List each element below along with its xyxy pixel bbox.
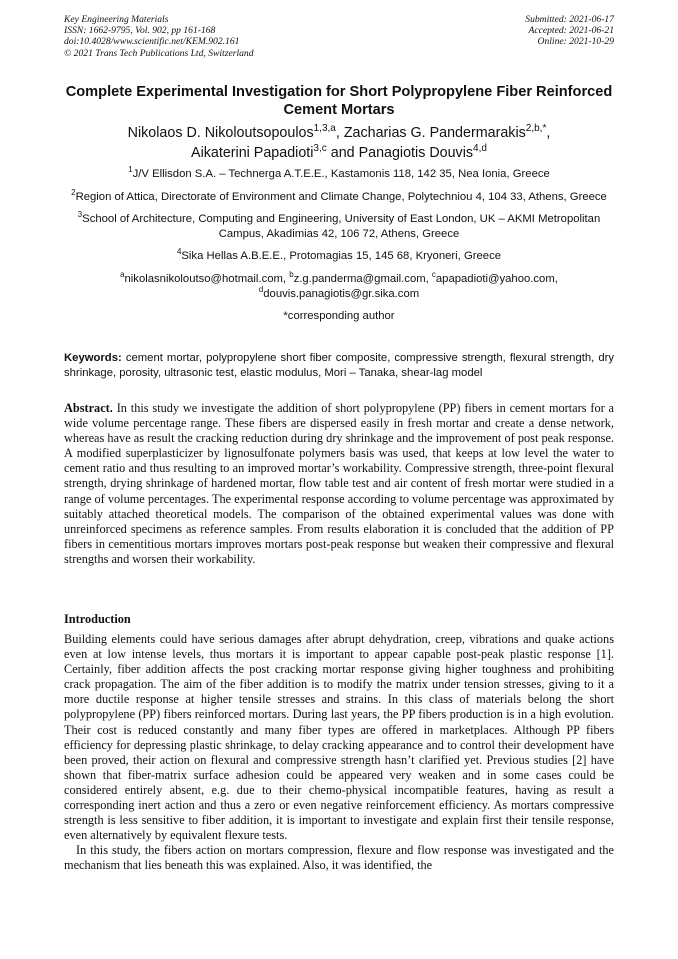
journal-header xyxy=(64,14,254,59)
author-name: Zacharias G. Pandermarakis xyxy=(343,125,526,141)
journal-issn: ISSN: 1662-9795, Vol. 902, pp 161-168 xyxy=(64,25,216,37)
email-link[interactable]: nikolasnikoloutso@hotmail.com, xyxy=(124,272,290,285)
author-superscript: 2,b,* xyxy=(525,123,547,135)
journal-copyright: © 2021 Trans Tech Publications Ltd, Switzerland xyxy=(64,47,254,59)
author-superscript: 3,c xyxy=(313,142,327,154)
paragraph: Building elements could have serious damages after abrupt dehydration, creep, vibrations and quake actions even at low intense levels, thus mortars it is important to appear capable post-peak plastic response [1]. Certainly, fiber addition affects the post cracking mortar response giving higher toughness and prohibiting crack propagation. The aim of the fiber addition is to modify the matrix under tension stresses, giving to it a more ductile response at higher tensile stresses and strains. In this class of materials belong the short polypropylene (PP) fibers reinforced mortars. During last years, the PP fibers production is in a high evolution. Their cost is reduced constantly and many fiber types are offered in marketplaces. Although PP fibers efficiency for depressing plastic shrinkage, to delay cracking appearance and to control their development have been proved, their action on flexural and compressive strength hasn’t clarified yet. Previous studies [2] have shown that fiber-matrix surface adhesion could be appeared very weaken and in some cases could be considered entirely absent, e.g. due to their chemo-physical incompatible features, having as result a corresponding inert action and thus a zero or even negative reinforcement efficiency. As mortars compressive strength is less sensitive to fiber addition, it is important to investigate and explain first their tensile response, even alternatively by equivalent flexure tests. xyxy=(64,632,614,843)
author-name: Aikaterini Papadioti xyxy=(191,144,314,161)
email-link[interactable]: z.g.panderma@gmail.com, xyxy=(293,272,432,285)
email-link[interactable]: douvis.panagiotis@gr.sika.com xyxy=(263,287,420,300)
author-name: Panagiotis Douvis xyxy=(358,144,474,161)
keywords-label: Keywords: xyxy=(64,352,122,364)
abstract-text: In this study we investigate the addition of short polypropylene (PP) fibers in cement mortars for a wide volume percentage range. These fibers are dispersed easily in fresh mortar and create a dense network, whereas have as result the cracking reduction during dry shrinkage and the improvement of post peak response. A modified superplasticizer by lignosulfonate polymers basis was used, that keeps at low level the water to cement ratio and thus resulting to an improved mortar’s workability. Compressive strength, three-point flexural strength, drying shrinkage of hardened mortar, flow table test and air content of fresh mortar were studied in a range of volume percentages. The experimental response according to volume percentage was approximated by suitably attached theoretical models. The comparison of the obtained experimental values was done with unreinforced specimens as reference samples. From results elaboration it is concluded that the addition of PP fibers in cementitious mortars improves mortars post-peak response but weaken their compressive and flexural strengths and worsen their workability. xyxy=(64,401,614,566)
email-marker: c xyxy=(431,270,436,280)
author-name: Nikolaos D. Nikoloutsopoulos xyxy=(127,125,314,141)
paragraph: In this study, the fibers action on mortars compression, flexure and flow response was investigated and the mechanism that lies beneath this was explained. Also, it was identified, the xyxy=(64,843,614,873)
email-marker: d xyxy=(258,284,264,294)
introduction-body xyxy=(64,632,614,874)
online-date: Online: 2021-10-29 xyxy=(537,36,614,48)
affiliation xyxy=(64,212,614,241)
keywords-text: cement mortar, polypropylene short fiber composite, compressive strength, flexural strength, dry shrinkage, porosity, ultrasonic test, elastic modulus, Mori – Tanaka, shear-lag model xyxy=(64,352,615,379)
affiliations xyxy=(64,167,614,332)
section-heading: Introduction xyxy=(64,612,131,626)
abstract-label: Abstract. xyxy=(64,401,113,415)
dates-header xyxy=(525,14,614,48)
email-link[interactable]: apapadioti@yahoo.com, xyxy=(435,272,558,285)
keywords xyxy=(64,351,614,381)
affiliation-number: 3 xyxy=(77,210,83,220)
affiliation xyxy=(64,167,614,182)
author-superscript: 1,3,a xyxy=(313,123,336,135)
email-marker: a xyxy=(120,270,125,280)
affiliation-number: 2 xyxy=(71,187,76,197)
author-conjunction: and xyxy=(330,144,355,161)
author-superscript: 4,d xyxy=(473,142,487,154)
affiliation-text: School of Architecture, Computing and Engineering, University of East London, UK – AKMI Metropolitan Campus, Akadimias 42, 106 72, Athens, Greece xyxy=(82,213,601,240)
affiliation-number: 1 xyxy=(128,165,133,175)
journal-doi: doi:10.4028/www.scientific.net/KEM.902.161 xyxy=(64,36,240,48)
affiliation-number: 4 xyxy=(176,247,182,257)
affiliation xyxy=(64,187,614,205)
corresponding-author-note: *corresponding author xyxy=(283,310,395,323)
accepted-date: Accepted: 2021-06-21 xyxy=(528,25,614,37)
journal-name: Key Engineering Materials xyxy=(64,14,169,25)
author-emails xyxy=(64,272,614,301)
email-marker: b xyxy=(289,270,294,280)
submitted-date: Submitted: 2021-06-17 xyxy=(525,14,614,25)
affiliation-text: J/V Ellisdon S.A. – Technerga A.T.E.E., Kastamonis 118, 142 35, Nea Ionia, Greece xyxy=(132,168,550,180)
author-list: Nikolaos D. Nikoloutsopoulos$^{1,3,a}$, Zacharias G. Pandermarakis$^{2,b,*}$, Aikaterini Papadioti$^{3,c}$ and Panagiotis Douvis$^{4,d}$ xyxy=(127,123,551,161)
abstract xyxy=(64,401,614,567)
paper-title: Complete Experimental Investigation for Short Polypropylene Fiber Reinforced Cement Mortars xyxy=(65,84,613,118)
affiliation-text: Region of Attica, Directorate of Environment and Climate Change, Polytechniou 4, 104 33, Athens, Greece xyxy=(75,190,607,203)
affiliation xyxy=(64,249,614,264)
affiliation-text: Sika Hellas A.B.E.E., Protomagias 15, 145 68, Kryoneri, Greece xyxy=(181,250,502,263)
